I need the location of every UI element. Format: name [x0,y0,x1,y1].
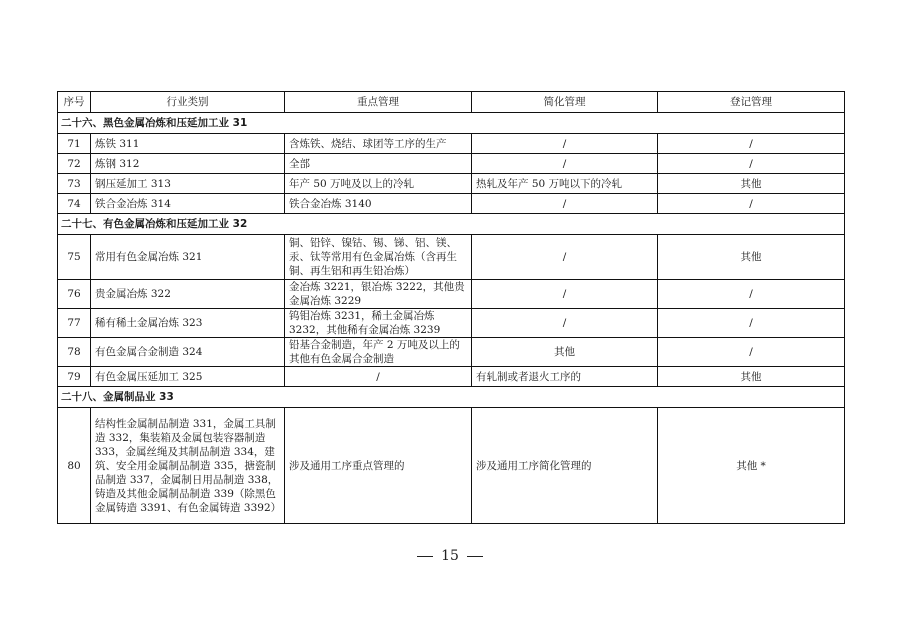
table-row [58,134,845,154]
row-no: 78 [58,338,91,367]
row-category: 结构性金属制品制造 331，金属工具制造 332，集装箱及金属包装容器制造 333，金属丝绳及其制品制造 334，建筑、安全用金属制品制造 335，搪瓷制品制造 337，金属制日用品制造 338，铸造及其他金属制品制造 339（除黑色金属铸造 3391、有色金属铸造 3392） [91,408,285,524]
page-number [0,548,900,564]
row-category: 炼铁 311 [91,134,285,154]
row-category: 常用有色金属冶炼 321 [91,235,285,280]
row-registration: / [658,338,845,367]
row-key: 含炼铁、烧结、球团等工序的生产 [285,134,472,154]
header-category: 行业类别 [91,92,285,113]
row-key: 全部 [285,154,472,174]
row-category: 有色金属合金制造 324 [91,338,285,367]
section-title: 二十八、金属制品业 33 [58,387,845,408]
row-category: 钢压延加工 313 [91,174,285,194]
row-no: 73 [58,174,91,194]
row-registration: / [658,280,845,309]
row-simplified: / [472,235,658,280]
header-simplified-management: 简化管理 [472,92,658,113]
row-registration: / [658,154,845,174]
header-no: 序号 [58,92,91,113]
row-simplified: / [472,309,658,338]
page-number-text: 15 [441,548,459,564]
dash-left [417,556,433,557]
row-registration: / [658,134,845,154]
row-registration: 其他 [658,235,845,280]
row-no: 75 [58,235,91,280]
table-row [58,154,845,174]
row-simplified: / [472,154,658,174]
row-simplified: / [472,194,658,214]
table-row [58,280,845,309]
section-row [58,387,845,408]
row-no: 79 [58,367,91,387]
row-no: 71 [58,134,91,154]
row-category: 炼钢 312 [91,154,285,174]
table-row [58,408,845,524]
row-key: 钨钼冶炼 3231，稀土金属冶炼 3232，其他稀有金属冶炼 3239 [285,309,472,338]
row-no: 80 [58,408,91,524]
row-registration: / [658,194,845,214]
table-row [58,174,845,194]
row-no: 76 [58,280,91,309]
row-key: 金冶炼 3221，银冶炼 3222，其他贵金属冶炼 3229 [285,280,472,309]
row-no: 74 [58,194,91,214]
dash-right [467,556,483,557]
row-no: 77 [58,309,91,338]
header-key-management: 重点管理 [285,92,472,113]
section-title: 二十七、有色金属冶炼和压延加工业 32 [58,214,845,235]
table-row [58,235,845,280]
row-category: 稀有稀土金属冶炼 323 [91,309,285,338]
section-row [58,214,845,235]
section-row [58,113,845,134]
row-category: 铁合金冶炼 314 [91,194,285,214]
row-key: 铅基合金制造，年产 2 万吨及以上的其他有色金属合金制造 [285,338,472,367]
row-category: 有色金属压延加工 325 [91,367,285,387]
table-row [58,367,845,387]
table-row [58,338,845,367]
row-key: 涉及通用工序重点管理的 [285,408,472,524]
row-registration: / [658,309,845,338]
row-simplified: / [472,134,658,154]
row-no: 72 [58,154,91,174]
row-simplified: 其他 [472,338,658,367]
table-row [58,194,845,214]
row-simplified: / [472,280,658,309]
row-category: 贵金属冶炼 322 [91,280,285,309]
header-registration-management: 登记管理 [658,92,845,113]
table-header-row [58,92,845,113]
row-key: 年产 50 万吨及以上的冷轧 [285,174,472,194]
row-simplified: 有轧制或者退火工序的 [472,367,658,387]
row-key: 铜、铅锌、镍钴、锡、锑、铝、镁、汞、钛等常用有色金属冶炼（含再生铜、再生铝和再生铅冶炼） [285,235,472,280]
row-key: / [285,367,472,387]
row-simplified: 热轧及年产 50 万吨以下的冷轧 [472,174,658,194]
table-row [58,309,845,338]
row-simplified: 涉及通用工序简化管理的 [472,408,658,524]
management-classification-table [57,91,845,524]
row-key: 铁合金冶炼 3140 [285,194,472,214]
row-registration: 其他 * [658,408,845,524]
section-title: 二十六、黑色金属冶炼和压延加工业 31 [58,113,845,134]
row-registration: 其他 [658,174,845,194]
row-registration: 其他 [658,367,845,387]
